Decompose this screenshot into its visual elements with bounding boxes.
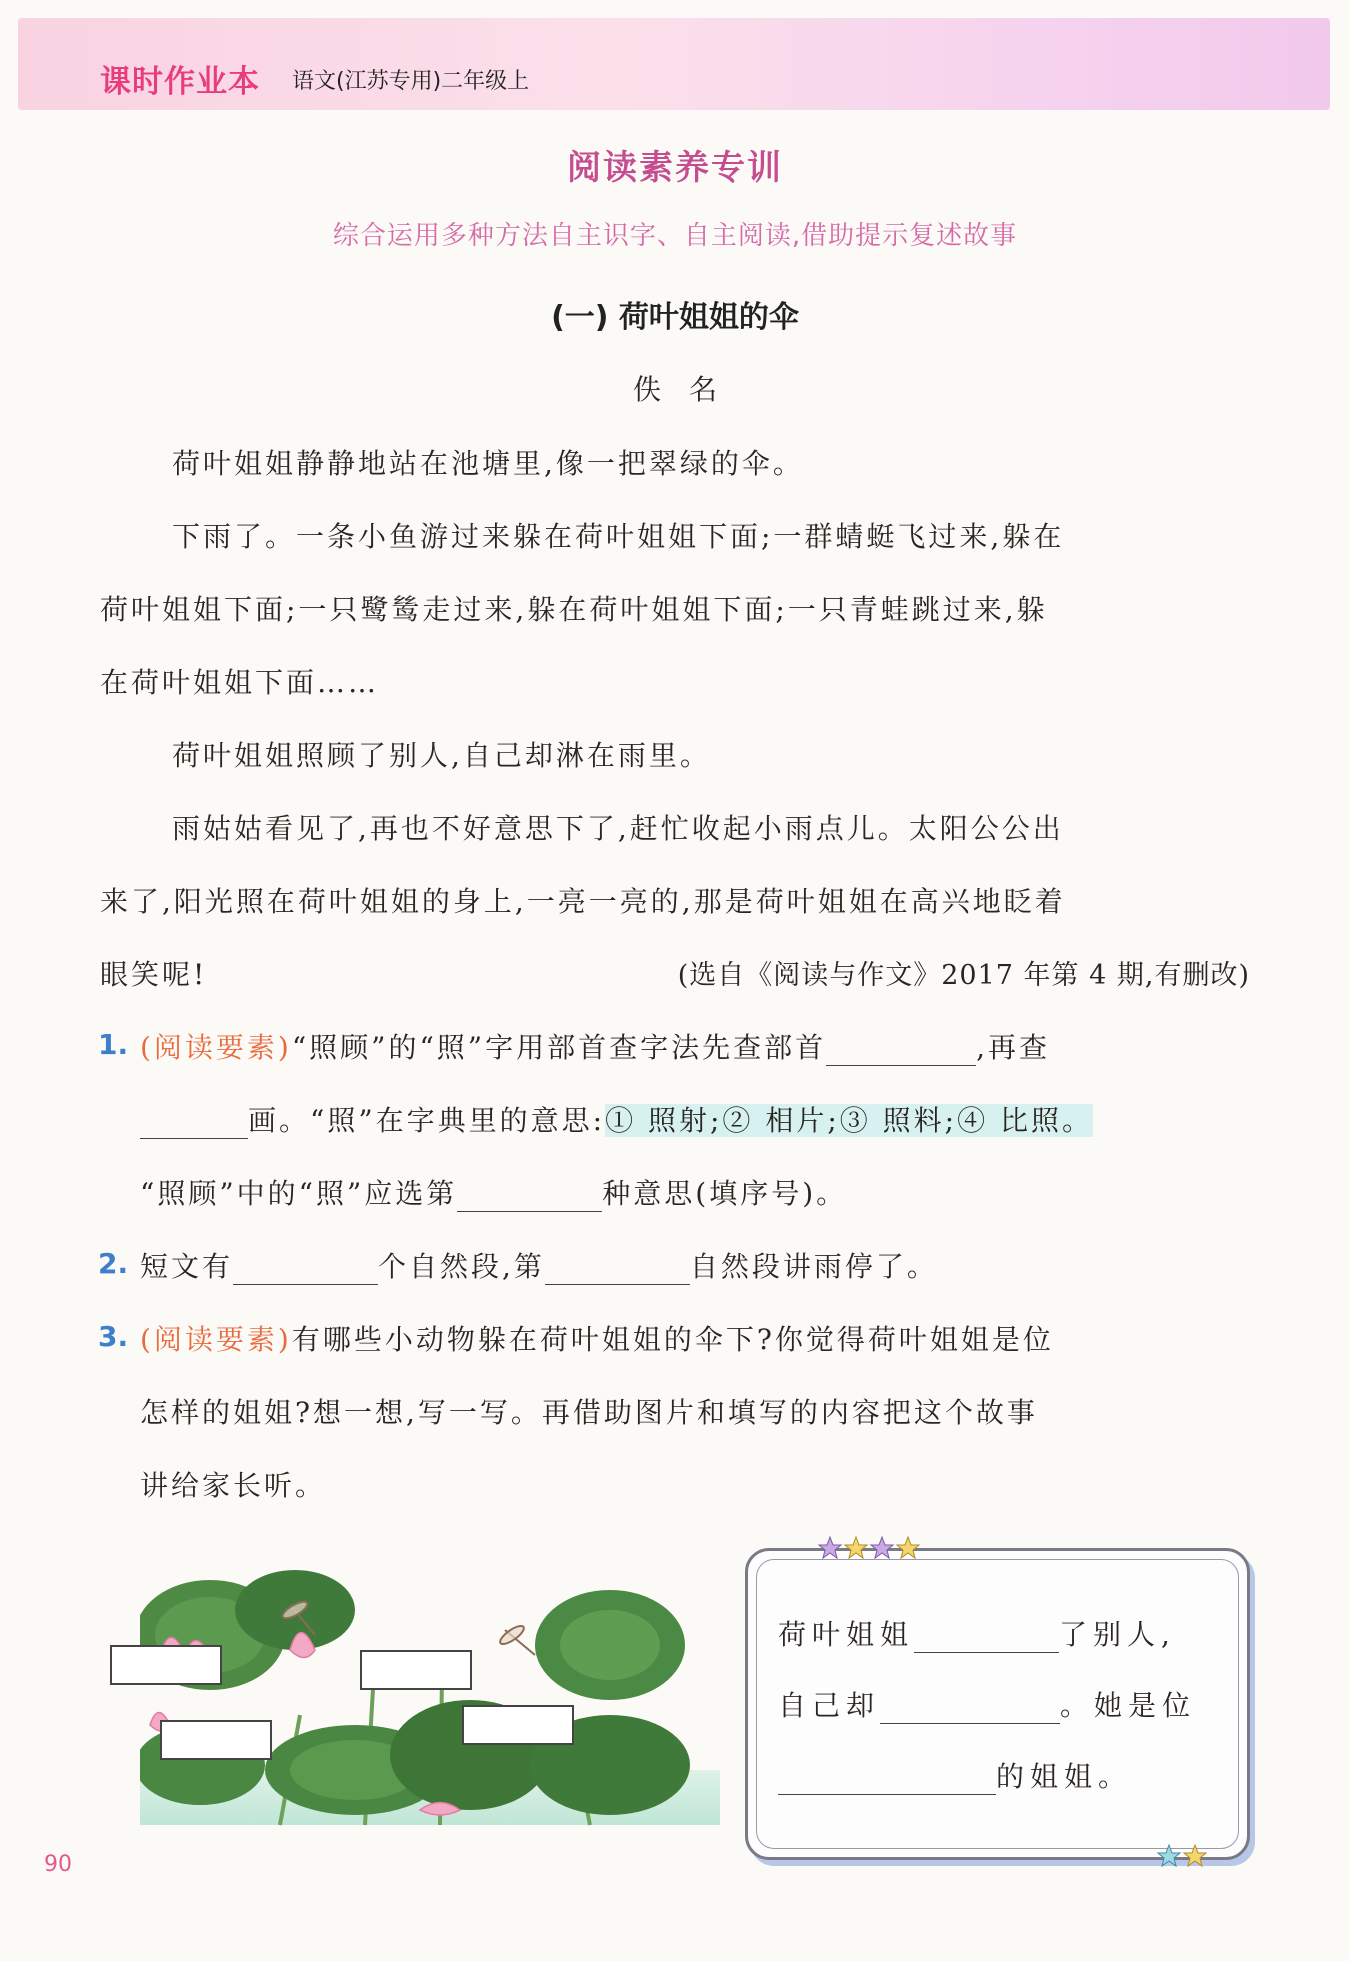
card-text-a: 荷叶姐姐 <box>778 1618 915 1651</box>
radical-answer-blank[interactable] <box>826 1036 976 1066</box>
question-1-line-2 <box>140 1099 1093 1139</box>
story-line: 雨姑姑看见了,再也不好意思下了,赶忙收起小雨点儿。太阳公公出 <box>172 812 1064 845</box>
story-line: 眼笑呢! <box>100 958 208 991</box>
question-1-tag: (阅读要素) <box>140 1031 292 1064</box>
story-line: 下雨了。一条小鱼游过来躲在荷叶姐姐下面;一群蜻蜓飞过来,躲在 <box>172 520 1065 553</box>
dictionary-meanings: ① 照射;② 相片;③ 照料;④ 比照。 <box>605 1104 1093 1137</box>
story-line: 荷叶姐姐下面;一只鹭鸶走过来,躲在荷叶姐姐下面;一只青蛙跳过来,躲 <box>100 593 1048 626</box>
animal-label-box-4[interactable] <box>462 1705 574 1745</box>
lotus-pond-illustration <box>140 1565 720 1830</box>
story-line: 荷叶姐姐照顾了别人,自己却淋在雨里。 <box>172 739 711 772</box>
card-text-e: 的姐姐。 <box>996 1760 1133 1793</box>
story-line: 在荷叶姐姐下面…… <box>100 666 380 699</box>
answer-card <box>745 1548 1250 1860</box>
question-2-number: 2. <box>98 1247 129 1280</box>
card-text-b: 了别人, <box>1059 1618 1176 1651</box>
book-subject: 语文(江苏专用)二年级上 <box>292 69 530 94</box>
story-title: (一) 荷叶姐姐的伞 <box>551 300 799 335</box>
question-3-line-2: 怎样的姐姐?想一想,写一写。再借助图片和填写的内容把这个故事 <box>140 1396 1038 1429</box>
question-1-text-e: 种意思(填序号)。 <box>602 1177 848 1210</box>
question-3-number: 3. <box>98 1320 129 1353</box>
animal-label-box-2[interactable] <box>360 1650 472 1690</box>
lotus-pond-image <box>140 1565 720 1830</box>
question-2-line <box>140 1245 938 1285</box>
question-3-line-3: 讲给家长听。 <box>140 1469 327 1502</box>
card-text-c: 自己却 <box>778 1689 881 1722</box>
card-line-1 <box>778 1613 1176 1653</box>
question-1-number: 1. <box>98 1028 129 1061</box>
question-2-text-b: 个自然段,第 <box>378 1250 545 1283</box>
card-blank-2[interactable] <box>880 1694 1060 1724</box>
stars-decoration-icon <box>818 1535 928 1563</box>
question-3-line-1 <box>140 1318 1054 1358</box>
question-3-tag: (阅读要素) <box>140 1323 292 1356</box>
book-brand: 课时作业本 <box>100 64 260 100</box>
question-1-text-b: ,再查 <box>976 1031 1051 1064</box>
paragraph-number-blank[interactable] <box>545 1255 690 1285</box>
story-author: 佚名 <box>632 373 745 406</box>
question-1-text-d: “照顾”中的“照”应选第 <box>140 1177 458 1210</box>
question-2-text-a: 短文有 <box>140 1250 234 1283</box>
story-source: (选自《阅读与作文》2017 年第 4 期,有删改) <box>677 960 1250 991</box>
question-1-text-c: 画。“照”在字典里的意思: <box>248 1104 606 1137</box>
question-1-text-a: “照顾”的“照”字用部首查字法先查部首 <box>291 1031 827 1064</box>
learning-goal: 综合运用多种方法自主识字、自主阅读,借助提示复述故事 <box>332 221 1018 251</box>
card-line-2 <box>778 1684 1196 1724</box>
question-2-text-c: 自然段讲雨停了。 <box>689 1250 938 1283</box>
card-text-d: 。她是位 <box>1060 1689 1197 1722</box>
animal-label-box-1[interactable] <box>110 1645 222 1685</box>
meaning-choice-blank[interactable] <box>457 1182 602 1212</box>
card-blank-1[interactable] <box>914 1623 1059 1653</box>
paragraph-count-blank[interactable] <box>233 1255 378 1285</box>
stroke-count-blank[interactable] <box>140 1109 248 1139</box>
question-1-line-1 <box>140 1026 1050 1066</box>
story-line: 荷叶姐姐静静地站在池塘里,像一把翠绿的伞。 <box>172 447 804 480</box>
animal-label-box-3[interactable] <box>160 1720 272 1760</box>
story-line: 来了,阳光照在荷叶姐姐的身上,一亮一亮的,那是荷叶姐姐在高兴地眨着 <box>100 885 1066 918</box>
page-number: 90 <box>44 1852 72 1877</box>
card-line-3 <box>778 1755 1132 1795</box>
stars-decoration-icon <box>1157 1843 1217 1871</box>
question-3-text-a: 有哪些小动物躲在荷叶姐姐的伞下?你觉得荷叶姐姐是位 <box>291 1323 1054 1356</box>
page-title: 阅读素养专训 <box>567 148 783 188</box>
card-blank-3[interactable] <box>778 1765 996 1795</box>
question-1-line-3 <box>140 1172 847 1212</box>
